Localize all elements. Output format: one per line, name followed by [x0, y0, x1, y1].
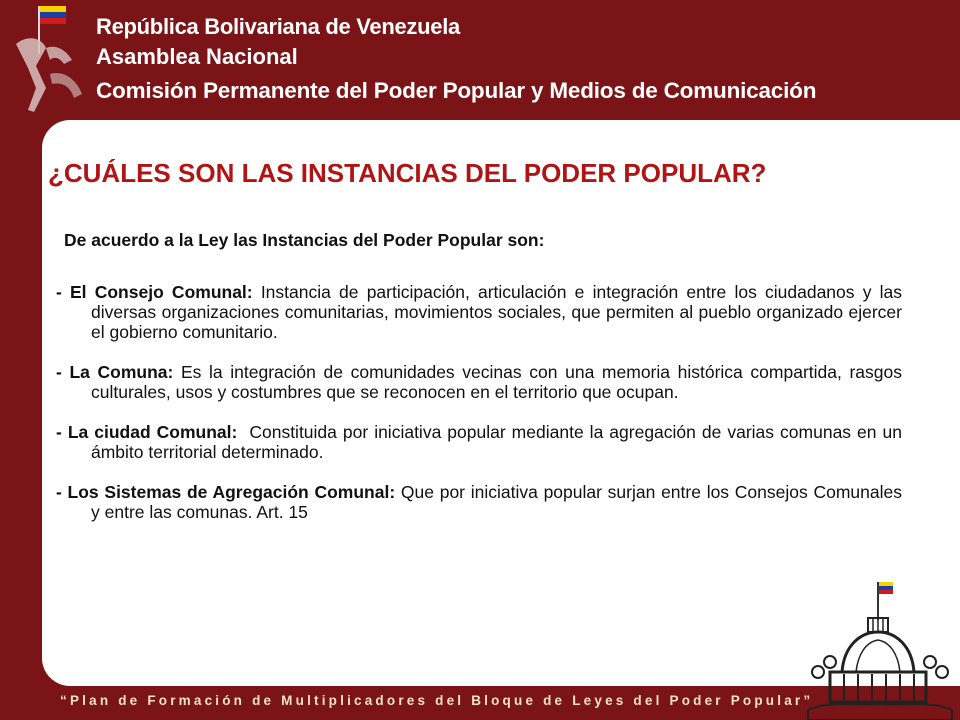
item-term: - La ciudad Comunal:: [56, 422, 238, 442]
list-item: [56, 362, 902, 402]
item-term: - El Consejo Comunal:: [56, 282, 253, 302]
page-title: ¿CUÁLES SON LAS INSTANCIAS DEL PODER POPULAR?: [48, 158, 767, 188]
item-text: Que por iniciativa popular surjan entre los Consejos Comunales y entre las comunas. Art. 15: [91, 482, 902, 522]
header-country: República Bolivariana de Venezuela: [96, 14, 460, 39]
national-emblem-icon: [6, 4, 92, 116]
header-commission: Comisión Permanente del Poder Popular y Medios de Comunicación: [96, 78, 817, 103]
list-item: [56, 482, 902, 522]
intro-text: De acuerdo a la Ley las Instancias del Poder Popular son:: [64, 230, 545, 250]
item-text: Instancia de participación, articulación e integración entre los ciudadanos y las diversas organizaciones comunitarias, movimientos sociales, que permiten al pueblo organizado ejercer el gobierno comunitario.: [91, 282, 902, 342]
list-item: [56, 422, 907, 462]
capitol-building-icon: [800, 560, 960, 720]
item-term: - Los Sistemas de Agregación Comunal:: [56, 482, 396, 502]
item-text: Es la integración de comunidades vecinas con una memoria histórica compartida, rasgos culturales, usos y costumbres que se reconocen en el territorio que ocupan.: [91, 362, 903, 402]
item-text: Constituida por iniciativa popular mediante la agregación de varias comunas en un ámbito territorial determinado.: [91, 422, 907, 462]
item-term: - La Comuna:: [56, 362, 174, 382]
header: [0, 0, 960, 120]
list-item: [56, 282, 902, 342]
instances-list: [56, 282, 907, 542]
footer-slogan: “Plan de Formación de Multiplicadores del Bloque de Leyes del Poder Popular”: [60, 693, 814, 708]
header-institution: Asamblea Nacional: [96, 44, 298, 69]
